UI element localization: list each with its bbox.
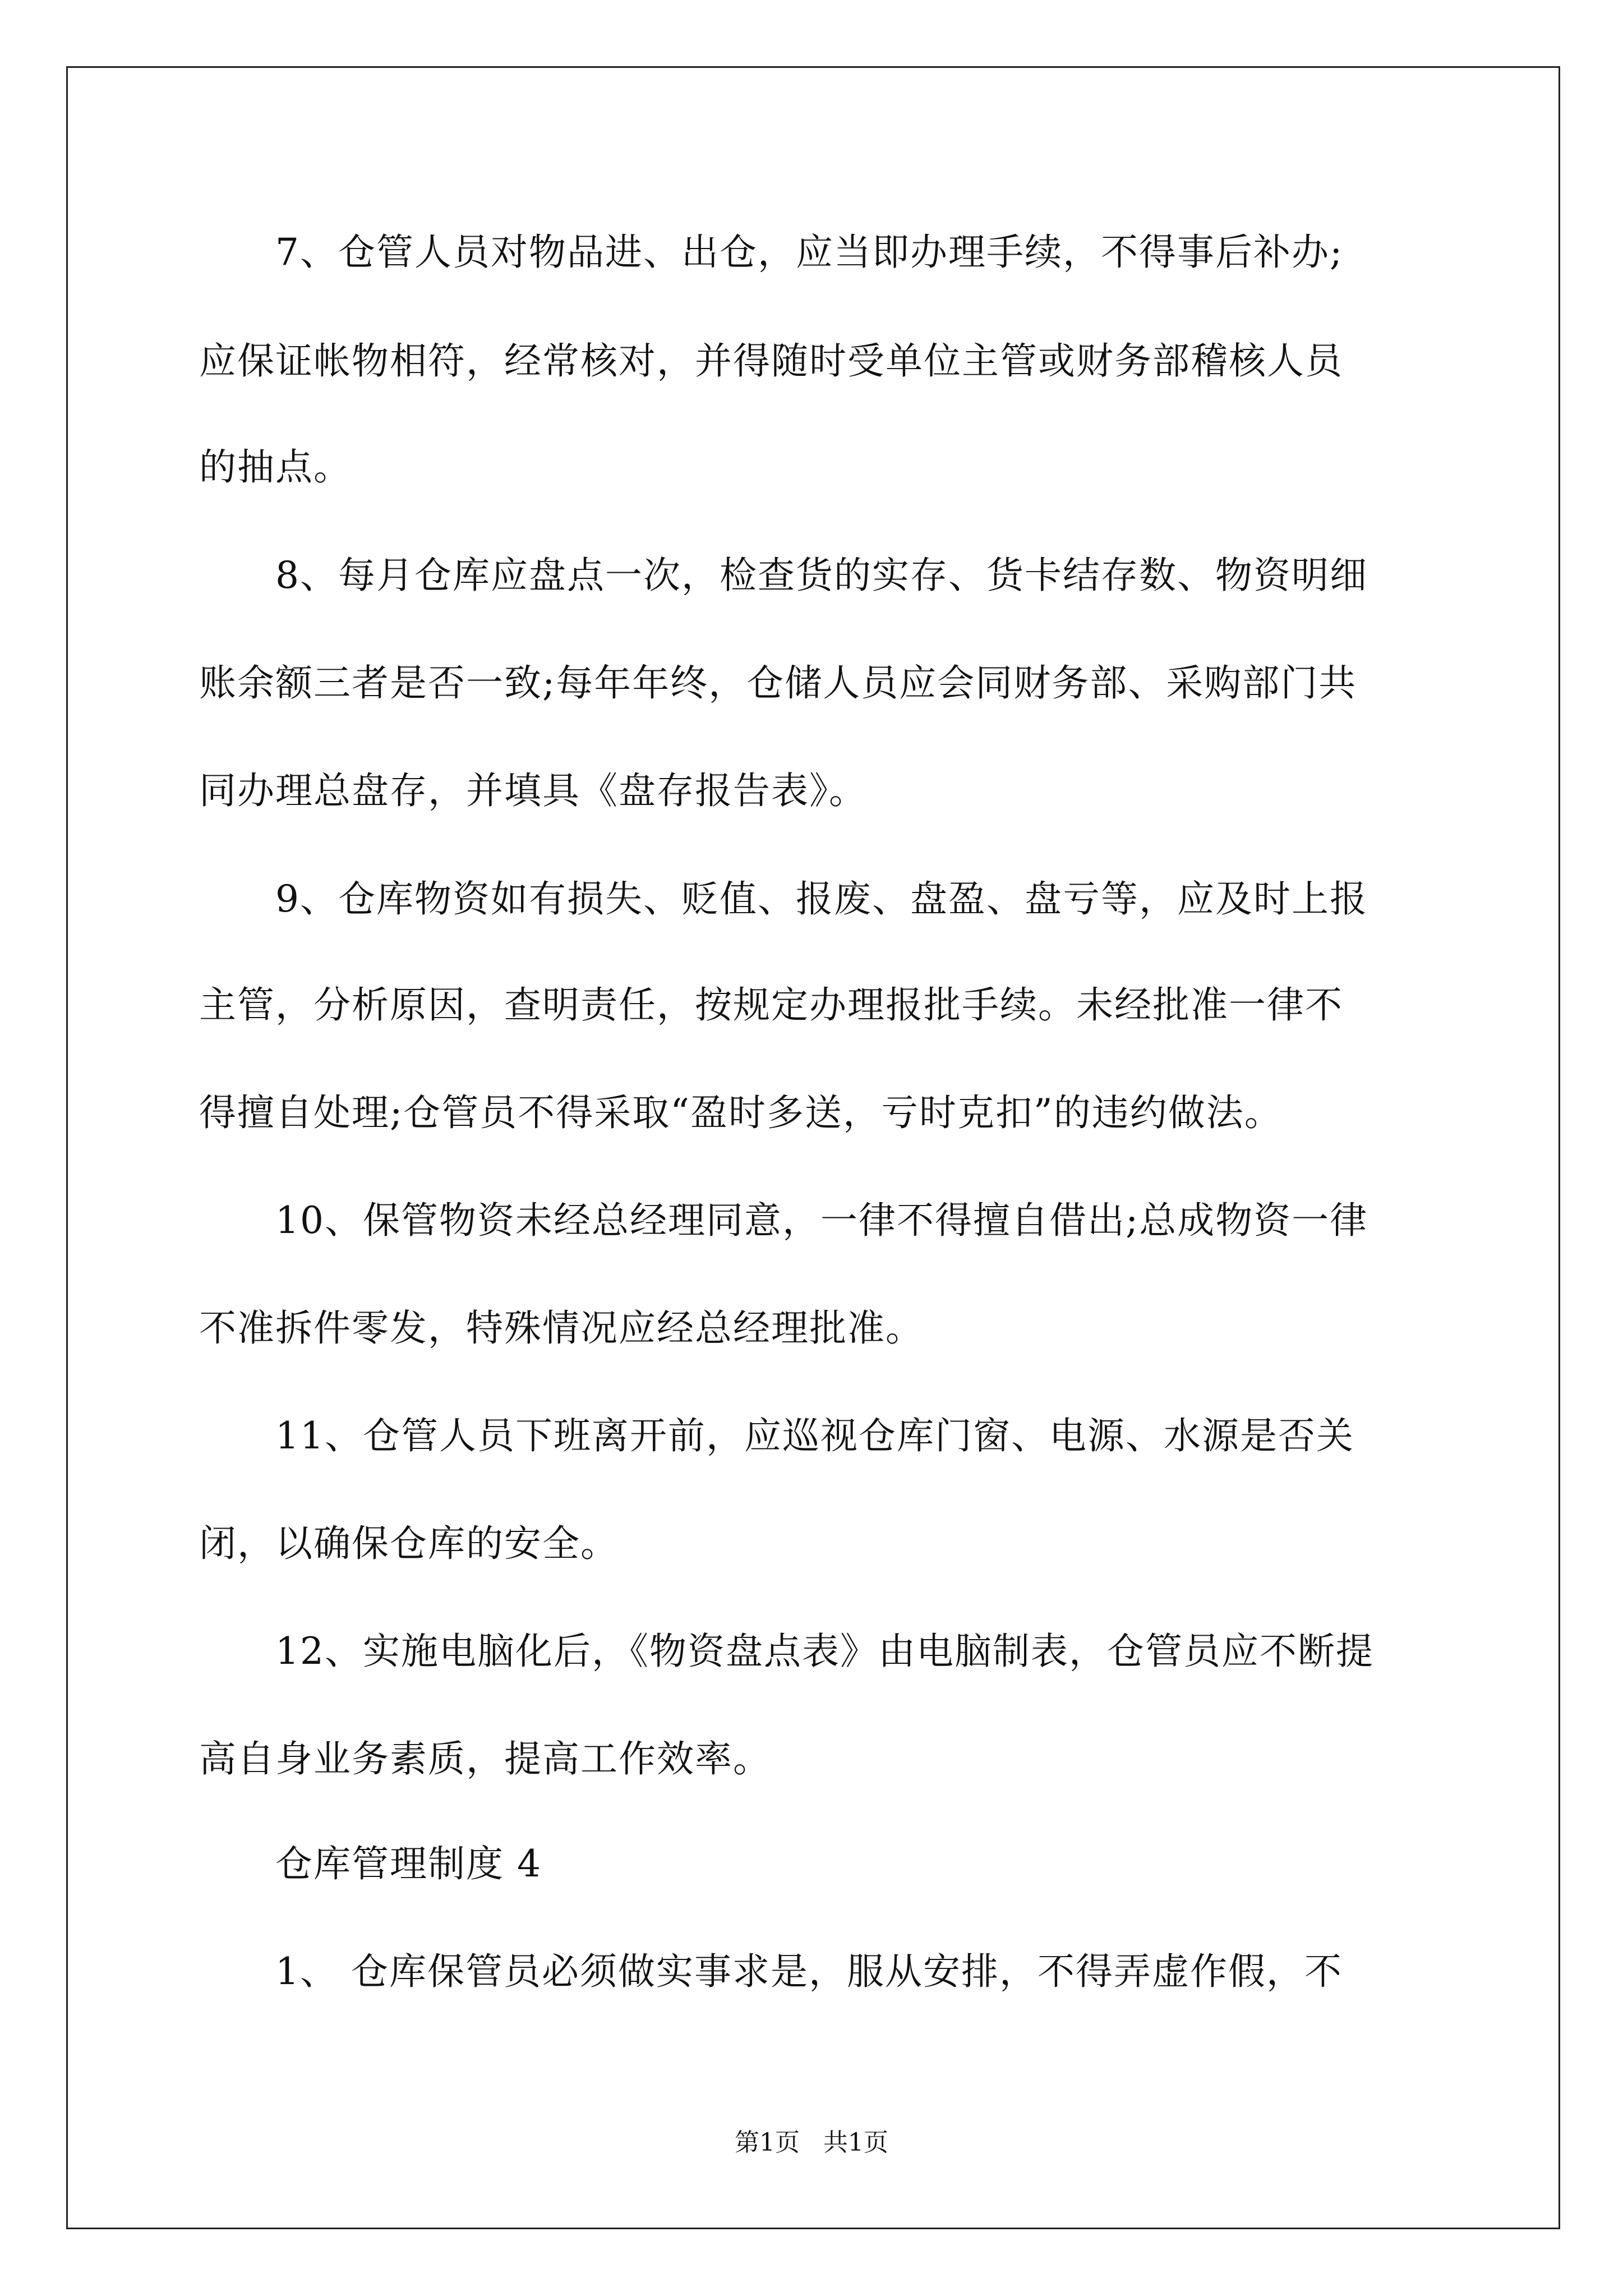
paragraph-line: 8、每月仓库应盘点一次，检查货的实存、货卡结存数、物资明细 — [199, 554, 1368, 597]
paragraph-line: 10、保管物资未经总经理同意，一律不得擅自借出;总成物资一律 — [199, 1199, 1368, 1242]
paragraph-line: 的抽点。 — [199, 445, 352, 489]
section-heading: 仓库管理制度 4 — [199, 1842, 542, 1885]
paragraph-line: 11、仓管人员下班离开前，应巡视仓库门窗、电源、水源是否关 — [199, 1414, 1354, 1457]
paragraph-line: 应保证帐物相符，经常核对，并得随时受单位主管或财务部稽核人员 — [199, 339, 1343, 383]
paragraph-line: 主管，分析原因，查明责任，按规定办理报批手续。未经批准一律不 — [199, 983, 1343, 1027]
paragraph-line: 闭，以确保仓库的安全。 — [199, 1522, 619, 1565]
paragraph-line: 7、仓管人员对物品进、出仓，应当即办理手续，不得事后补办; — [199, 231, 1344, 274]
paragraph-line: 账余额三者是否一致;每年年终，仓储人员应会同财务部、采购部门共 — [199, 661, 1357, 705]
paragraph-line: 不准拆件零发，特殊情况应经总经理批准。 — [199, 1306, 924, 1350]
paragraph-line: 得擅自处理;仓管员不得采取“盈时多送，亏时克扣”的违约做法。 — [199, 1091, 1283, 1134]
paragraph-line: 9、仓库物资如有损失、贬值、报废、盘盈、盘亏等，应及时上报 — [199, 877, 1368, 921]
paragraph-line: 12、实施电脑化后，《物资盘点表》由电脑制表，仓管员应不断提 — [199, 1630, 1374, 1673]
page-border — [66, 66, 1560, 2229]
paragraph-line: 同办理总盘存，并填具《盘存报告表》。 — [199, 769, 867, 812]
page-number-footer: 第1页 共1页 — [735, 2128, 888, 2157]
paragraph-line: 1、 仓库保管员必须做实事求是，服从安排，不得弄虚作假，不 — [199, 1950, 1343, 1993]
paragraph-line: 高自身业务素质，提高工作效率。 — [199, 1737, 771, 1780]
